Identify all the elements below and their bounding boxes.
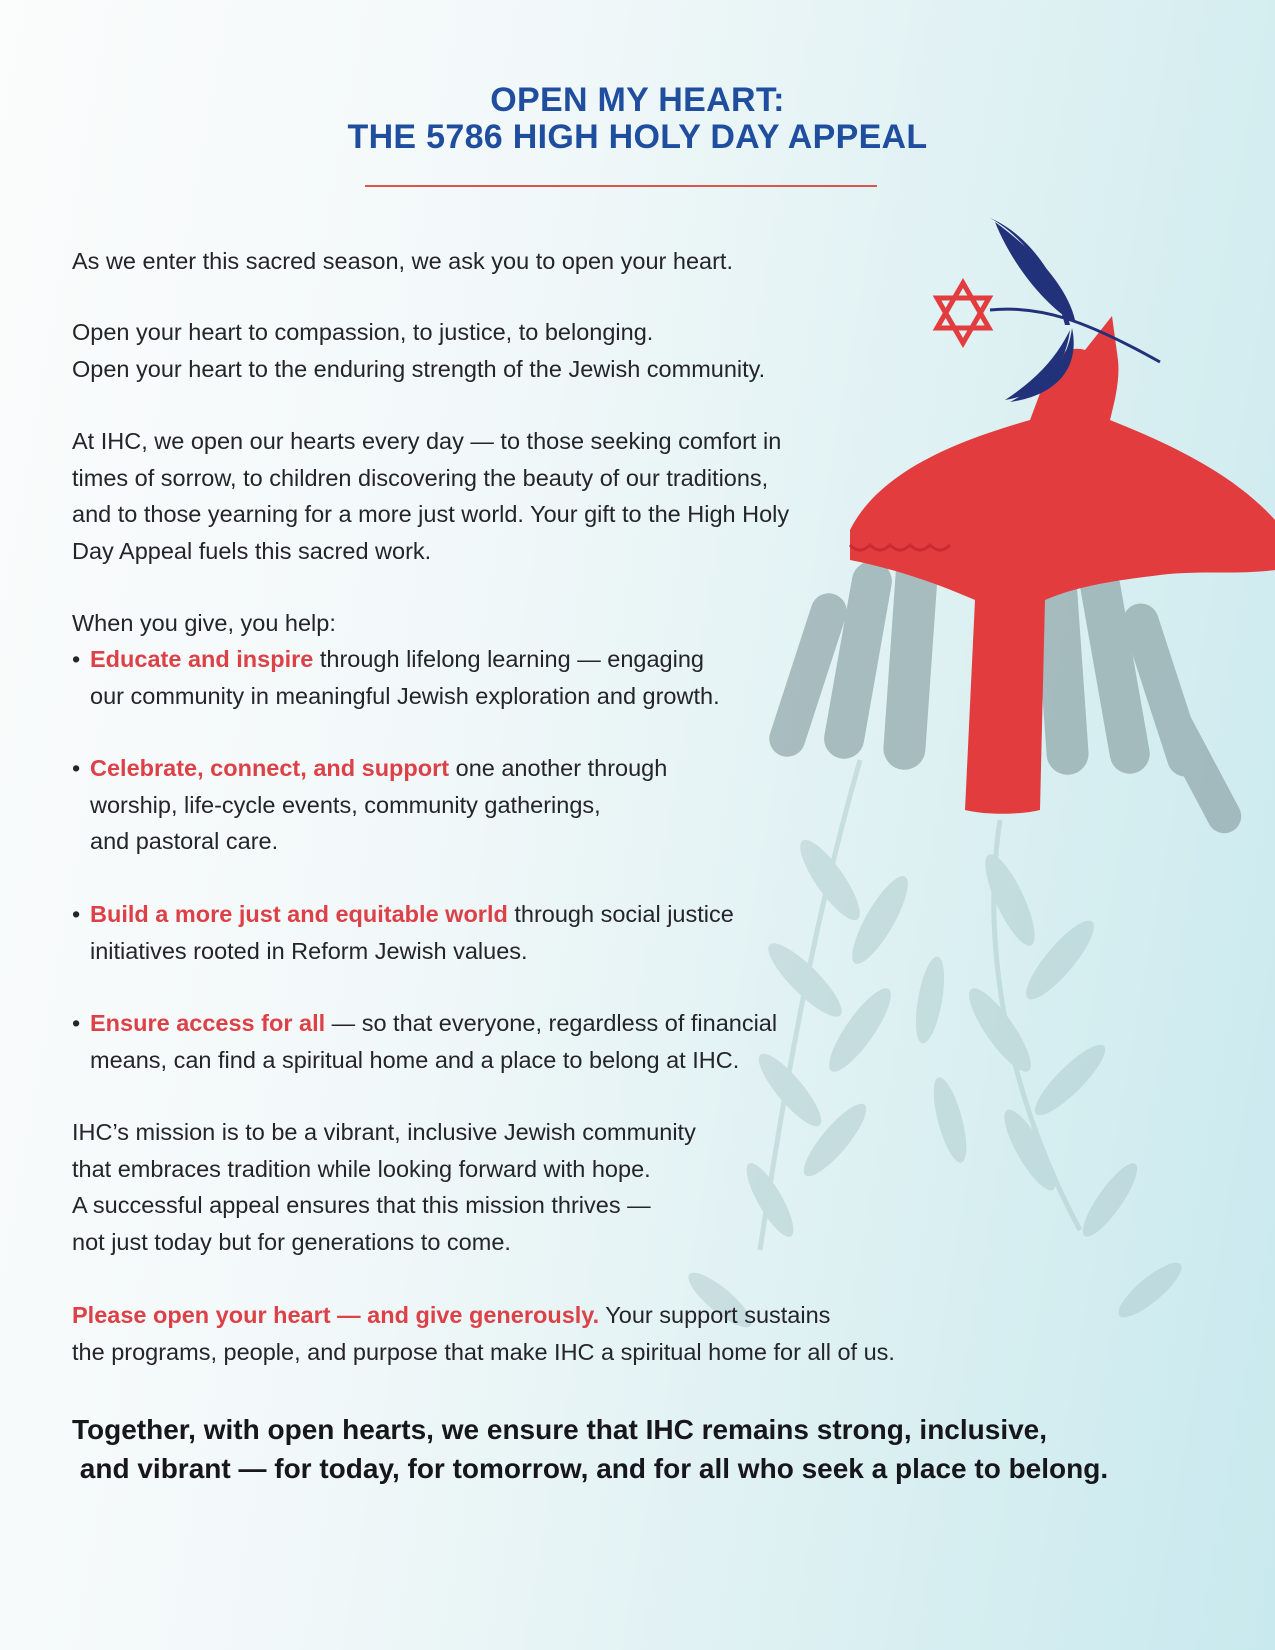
intro-paragraph	[72, 243, 1072, 280]
bullet-justice	[72, 896, 1072, 969]
help-intro	[72, 605, 1072, 642]
bullet-text: — so that everyone, regardless of financial	[325, 1010, 778, 1036]
bullet-highlight: Build a more just and equitable world	[90, 901, 508, 927]
bullet-line-2: means, can find a spiritual home and a place to belong at IHC.	[90, 1046, 740, 1073]
appeal-text: Your support sustains	[599, 1302, 831, 1328]
ihc-paragraph	[72, 423, 1072, 569]
bullet-item	[72, 641, 1072, 714]
appeal-highlight: Please open your heart — and give generously.	[72, 1302, 600, 1328]
closing-line-1: Together, with open hearts, we ensure that IHC remains strong, inclusive,	[72, 1414, 1048, 1445]
closing-line-2: and vibrant — for today, for tomorrow, and for all who seek a place to belong.	[72, 1453, 1109, 1484]
bullet-highlight: Celebrate, connect, and support	[90, 755, 450, 781]
page-title	[0, 82, 1275, 156]
bullet-text: through lifelong learning — engaging	[313, 646, 704, 672]
bullet-dot: •	[72, 901, 81, 927]
help-intro-text: When you give, you help:	[72, 610, 336, 636]
open-heart-paragraph	[72, 314, 1072, 387]
bullet-line-2: our community in meaningful Jewish exploration and growth.	[90, 682, 720, 709]
bullet-dot: •	[72, 1010, 81, 1036]
bullet-item	[72, 1005, 1072, 1078]
bullet-line-3: and pastoral care.	[90, 828, 279, 854]
mission-paragraph	[72, 1114, 1072, 1260]
ihc-line-3: and to those yearning for a more just world. Your gift to the High Holy	[72, 501, 790, 527]
mission-line-1: IHC’s mission is to be a vibrant, inclusive Jewish community	[72, 1119, 696, 1145]
intro-text: As we enter this sacred season, we ask you to open your heart.	[72, 248, 733, 274]
bullet-dot: •	[72, 755, 81, 781]
bullet-text: one another through	[449, 755, 668, 781]
bullet-item	[72, 896, 1072, 969]
bullet-line-2: worship, life-cycle events, community gatherings,	[90, 791, 601, 818]
open-heart-line-1: Open your heart to compassion, to justice, to belonging.	[72, 319, 654, 345]
title-line-2: THE 5786 HIGH HOLY DAY APPEAL	[347, 118, 928, 156]
open-heart-line-2: Open your heart to the enduring strength of the Jewish community.	[72, 355, 766, 382]
bullet-educate	[72, 641, 1072, 714]
mission-line-2: that embraces tradition while looking forward with hope.	[72, 1155, 651, 1182]
bullet-highlight: Ensure access for all	[90, 1010, 326, 1036]
bullet-item	[72, 750, 1072, 860]
bullet-dot: •	[72, 646, 81, 672]
mission-line-3: A successful appeal ensures that this mission thrives —	[72, 1192, 651, 1218]
closing-statement	[72, 1410, 1222, 1488]
bullet-text: through social justice	[507, 901, 734, 927]
appeal-paragraph	[72, 1297, 1072, 1370]
bullet-celebrate	[72, 750, 1072, 860]
title-divider	[365, 185, 877, 187]
appeal-line-2: the programs, people, and purpose that make IHC a spiritual home for all of us.	[72, 1338, 895, 1365]
title-line-1: OPEN MY HEART:	[490, 81, 785, 119]
bullet-highlight: Educate and inspire	[90, 646, 314, 672]
ihc-line-4: Day Appeal fuels this sacred work.	[72, 537, 432, 564]
mission-line-4: not just today but for generations to come.	[72, 1228, 511, 1255]
bullet-access	[72, 1005, 1072, 1078]
ihc-line-2: times of sorrow, to children discovering the beauty of our traditions,	[72, 464, 769, 491]
ihc-line-1: At IHC, we open our hearts every day — to those seeking comfort in	[72, 428, 782, 454]
bullet-line-2: initiatives rooted in Reform Jewish values.	[90, 937, 528, 964]
